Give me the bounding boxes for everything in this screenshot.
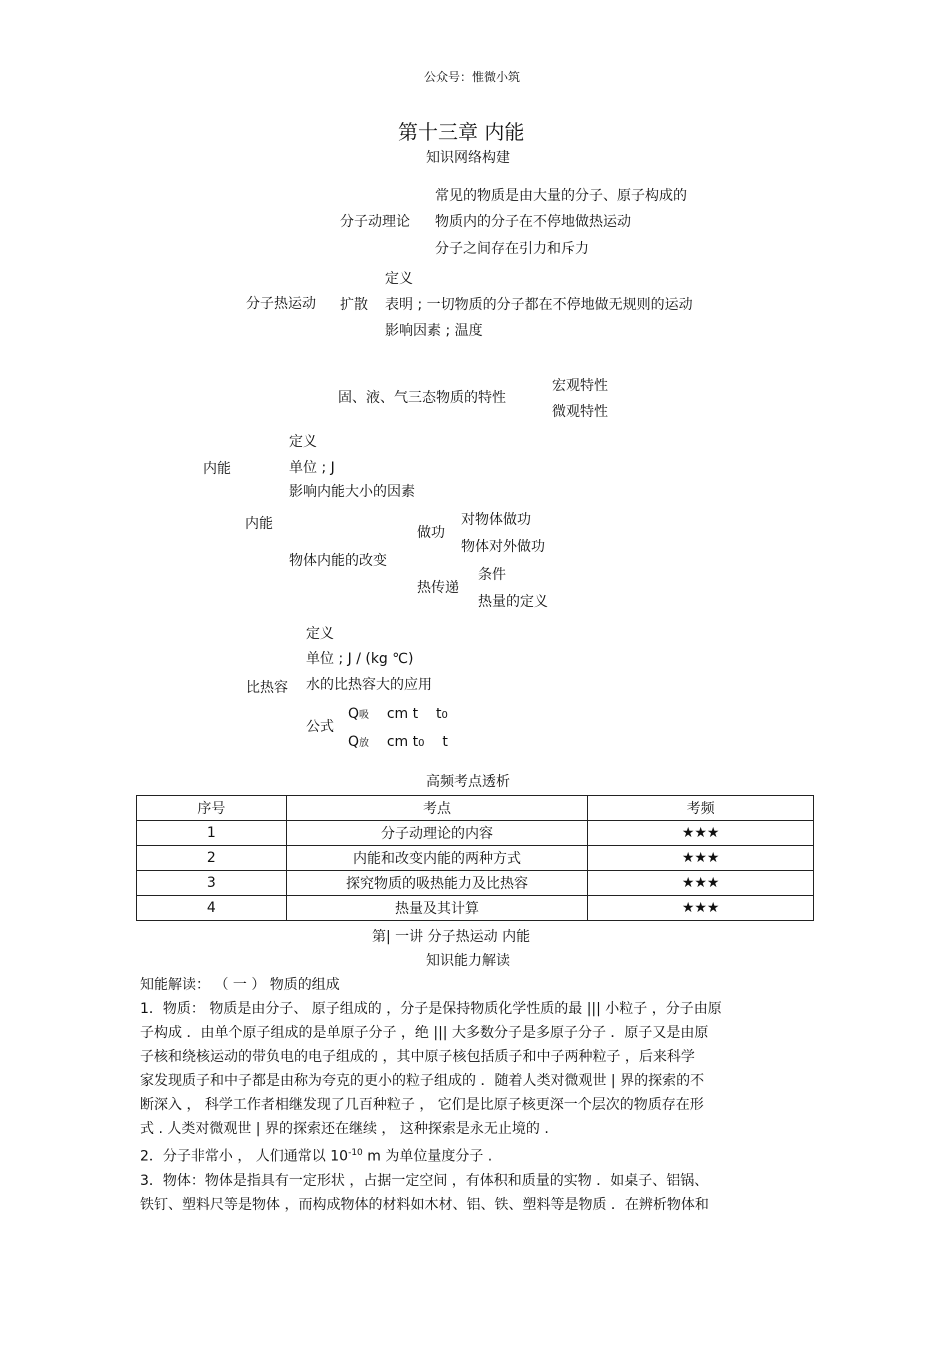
table-header-row — [137, 796, 814, 821]
table-cell: 热量及其计算 — [286, 896, 588, 921]
size-exponent: -10 — [348, 1148, 363, 1158]
lecture-title: 第| 一讲 分子热运动 内能 — [372, 929, 531, 945]
table-cell: 探究物质的吸热能力及比热容 — [286, 871, 588, 896]
formula-t0-sub: 0 — [441, 710, 448, 721]
states-item: 宏观特性 — [552, 378, 608, 394]
column-header: 考点 — [286, 796, 588, 821]
formula-q: Q — [348, 706, 360, 722]
column-header: 考频 — [588, 796, 814, 821]
body-line: 子核和绕核运动的带负电的电子组成的 ，其中原子核包括质子和中子两种粒子 ，后来科学 — [140, 1049, 695, 1065]
table-cell: ★★★ — [588, 846, 814, 871]
table-cell: 2 — [137, 846, 287, 871]
molecular-theory-label: 分子动理论 — [340, 214, 410, 230]
formula-release — [348, 733, 448, 753]
body-intro: 知能解读： （ 一 ） 物质的组成 — [140, 977, 340, 993]
molecular-theory-item: 物质内的分子在不停地做热运动 — [435, 214, 631, 230]
formula-t0: t — [435, 706, 442, 722]
body-text — [140, 973, 810, 1217]
formula-q-sub: 吸 — [359, 710, 370, 721]
account-header: 公众号：惟微小筑 — [424, 70, 521, 84]
body-line: 1．物质： 物质是由分子、 原子组成的 ，分子是保持物质化学性质的最 ||| 小粒子 ，分子由原 — [140, 1001, 722, 1017]
table-row — [137, 896, 814, 921]
internal-energy-label: 内能 — [245, 516, 273, 532]
table-cell: 内能和改变内能的两种方式 — [286, 846, 588, 871]
body-line: 式 . 人类对微观世 | 界的探索还在继续 ， 这种探索是永无止境的 . — [140, 1121, 549, 1137]
chapter-subtitle: 知识网络构建 — [426, 150, 510, 166]
internal-energy-unit: 单位 ; J — [289, 460, 335, 476]
size-prefix: 2．分子非常小 ， 人们通常以 10 — [140, 1148, 349, 1165]
diffusion-factor: 影响因素 ; 温度 — [385, 323, 483, 339]
formula-q-sub: 放 — [359, 738, 370, 749]
formula-body: cm t — [386, 734, 419, 750]
heat-transfer-label: 热传递 — [417, 580, 459, 596]
formula-q: Q — [348, 734, 360, 750]
molecular-theory-item: 常见的物质是由大量的分子、原子构成的 — [435, 188, 687, 204]
table-cell: 分子动理论的内容 — [286, 821, 588, 846]
formula-end: t — [442, 734, 448, 750]
molecular-theory-item: 分子之间存在引力和斥力 — [435, 241, 589, 257]
table-cell: ★★★ — [588, 896, 814, 921]
frequency-title: 高频考点透析 — [426, 774, 510, 790]
work-item: 对物体做功 — [461, 512, 531, 528]
heat-transfer-item: 热量的定义 — [478, 594, 548, 610]
size-suffix: m 为单位量度分子 . — [362, 1148, 493, 1165]
specific-heat-label: 比热容 — [246, 680, 288, 696]
table-row — [137, 871, 814, 896]
frequency-table — [136, 795, 814, 921]
heat-transfer-item: 条件 — [478, 567, 506, 583]
table-cell: 3 — [137, 871, 287, 896]
internal-energy-definition: 定义 — [289, 434, 317, 450]
work-label: 做功 — [417, 525, 445, 541]
body-line: 断深入 ， 科学工作者相继发现了几百种粒子 ， 它们是比原子核更深一个层次的物质存在形 — [140, 1097, 704, 1113]
lecture-subtitle: 知识能力解读 — [426, 953, 510, 969]
internal-energy-factors: 影响内能大小的因素 — [289, 484, 415, 500]
specific-heat-definition: 定义 — [306, 626, 334, 642]
body-line-size — [140, 1141, 810, 1169]
body-line: 铁钉、塑料尺等是物体 ，而构成物体的材料如木材、铝、铁、塑料等是物质 ．在辨析物体和 — [140, 1196, 709, 1213]
diffusion-shows: 表明 ; 一切物质的分子都在不停地做无规则的运动 — [385, 297, 693, 313]
formula-label: 公式 — [306, 719, 334, 735]
states-label: 固、液、气三态物质的特性 — [338, 390, 506, 406]
specific-heat-application: 水的比热容大的应用 — [306, 677, 432, 693]
formula-body: cm t — [386, 706, 419, 722]
table-cell: 4 — [137, 896, 287, 921]
formula-absorb — [348, 705, 448, 725]
diffusion-label: 扩散 — [340, 297, 368, 313]
body-line: 3．物体：物体是指具有一定形状 ，占据一定空间 ，有体积和质量的实物 ．如桌子、铝锅、 — [140, 1172, 709, 1189]
table-cell: 1 — [137, 821, 287, 846]
body-line: 家发现质子和中子都是由称为夸克的更小的粒子组成的 ．随着人类对微观世 | 界的探索的不 — [140, 1073, 705, 1089]
body-line: 子构成 ．由单个原子组成的是单原子分子 ，绝 ||| 大多数分子是多原子分子 ．原子又是由原 — [140, 1025, 709, 1041]
column-header: 序号 — [137, 796, 287, 821]
thermal-motion-label: 分子热运动 — [246, 296, 316, 312]
states-item: 微观特性 — [552, 404, 608, 420]
specific-heat-unit: 单位 ; J / (kg ℃) — [306, 651, 414, 667]
table-cell: ★★★ — [588, 871, 814, 896]
table-row — [137, 846, 814, 871]
chapter-title: 第十三章 内能 — [398, 120, 525, 144]
work-item: 物体对外做功 — [461, 539, 545, 555]
table-row — [137, 821, 814, 846]
formula-t-sub: 0 — [418, 738, 425, 749]
change-label: 物体内能的改变 — [289, 553, 387, 569]
diffusion-definition: 定义 — [385, 271, 413, 287]
internal-energy-root: 内能 — [203, 461, 231, 477]
table-cell: ★★★ — [588, 821, 814, 846]
